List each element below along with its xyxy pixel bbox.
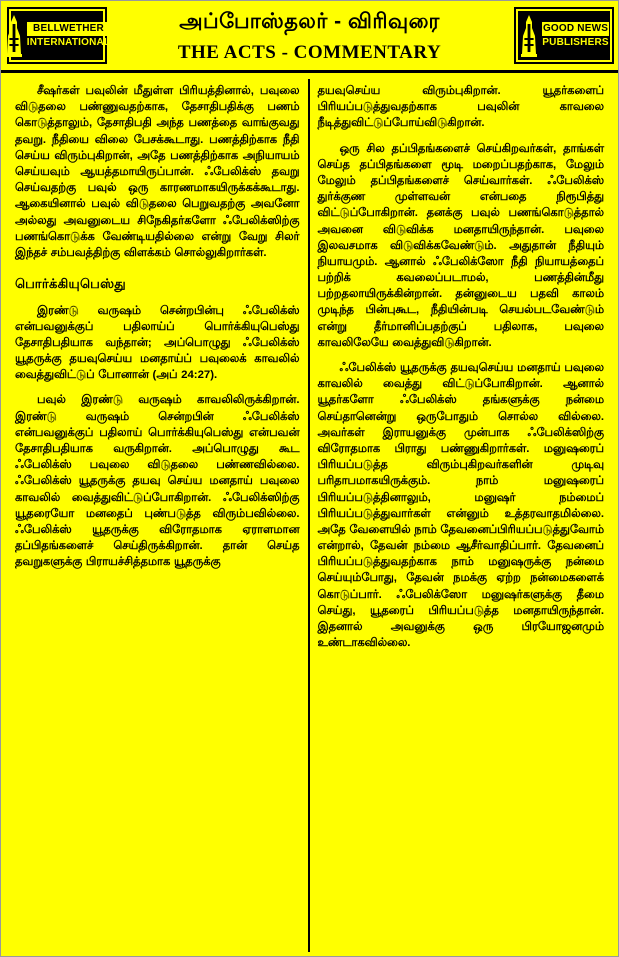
paragraph: இரண்டு வருஷம் சென்றபின்பு ஃபேலிக்ஸ் என்பவனுக்குப் பதிலாய்ப் பொர்க்கியுபெஸ்து தேசாதிபதியாக வந்தான்; அப்பொழுது ஃபேலிக்ஸ் யூதருக்கு தயவுசெய்ய மனதாய்ப் பவுலைக் காவலில் வைத்துவிட்டுப் போனான் (அப் 24:27).: [15, 304, 300, 382]
logo-left-line2: INTERNATIONAL: [26, 36, 111, 48]
publisher-logo-right: [514, 7, 614, 64]
logo-right-inner: [516, 9, 612, 62]
paragraph: தயவுசெய்ய விரும்புகிறான். யூதர்களைப் பிரியப்படுத்துவதற்காக பவுலின் காவலை நீடித்துவிட்டுப்போய்விடுகிறான்.: [317, 85, 604, 130]
right-column: [310, 79, 613, 952]
paragraph: ஒரு சில தப்பிதங்களைச் செய்கிறவர்கள், தாங்கள் செய்த தப்பிதங்களை மூடி மறைப்பதற்காக, மேலும் மேலும் தப்பிதங்களைச் செய்வார்கள். ஃபேலிக்ஸ் துர்க்குண முள்ளவன் என்பதை நிரூபித்து விட்டுப்போகிறான். தனக்கு பவுல் பணங்கொடுத்தால் அவனை விடுவிக்க மனதாயிருந்தான். பவுலை இலவசமாக விடுவிக்கவேண்டும். அதுதான் நீதியும் நியாயமும். ஆனால் ஃபேலிக்ஸோ நீதி நியாயத்தைப் பற்றிக் கவலைப்படாமல், பணத்தின்மீது பற்றதலாயிருக்கின்றான். தன்னுடைய பதவி காலம் முடிந்த பின்புகூட, நீதியின்படி செயல்படவேண்டும் என்று தீர்மானிப்பதற்குப் பதிலாக, பவுலை காவலிலேயே வைத்துவிடுகிறான்.: [317, 142, 604, 349]
logo-right-line2: PUBLISHERS: [542, 36, 609, 48]
logo-left-text: [27, 22, 111, 49]
paragraph: பவுல் இரண்டு வருஷம் காவலிலிருக்கிறான். இரண்டு வருஷம் சென்றபின் ஃபேலிக்ஸ் என்பவனுக்குப் பதிலாய் பொர்க்கியுபெஸ்து என்பவன் தேசாதிபதியாக வருகிறான். அப்பொழுது கூட ஃபேலிக்ஸ் பவுலை விடுதலை பண்ணவில்லை. ஃபேலிக்ஸ் யூதருக்கு தயவு செய்ய மனதாய் பவுலை காவலில் வைத்துவிட்டுப்போகிறான். ஃபேலிக்ஸிற்கு யூதரையோ மனதைப் புண்படுத்த விரும்பவில்லை. ஃபேலிக்ஸ் யூதருக்கு விரோதமாக ஏராளமான தப்பிதங்களைச் செய்திருக்கிறான். தான் செய்த தவறுகளுக்கு பிராயச்சித்தமாக யூதருக்கு: [15, 394, 300, 569]
paragraph: சீஷர்கள் பவுலின் மீதுள்ள பிரியத்தினால், பவுலை விடுதலை பண்ணுவதற்காக, தேசாதிபதிக்கு பணம் கொடுத்தாலும், தேசாதிபதி அந்த பணத்தை வாங்குவது தவறு. நீதியை விலை பேசக்கூடாது. பணத்திற்காக நீதி செய்ய விரும்புகிறான், அதே பணத்திற்காக அநியாயம் செய்யவும் ஆயத்தமாயிருப்பான். ஃபேலிக்ஸ் தவறு செய்வதற்கு பவுல் ஒரு காரணமாகயிருக்கக்கூடாது. ஆகையினால் பவுல் விடுதலை பெறுவதற்கு அவனோ அல்லது அவனுடைய சிநேகிதர்களோ ஃபேலிக்ஸிற்கு பணங்கொடுக்க வேண்டியதில்லை என்று வேறு சிலர் இந்தச் சம்பவத்திற்கு விளக்கம் சொல்லுகிறார்கள்.: [15, 85, 300, 259]
page-header: [1, 1, 618, 73]
title-block: [111, 1, 508, 70]
page-content: [1, 73, 618, 956]
publisher-logo-left: [7, 7, 111, 64]
logo-left-line1: BELLWETHER: [27, 22, 111, 36]
paragraph: ஃபேலிக்ஸ் யூதருக்கு தயவுசெய்ய மனதாய் பவுலை காவலில் வைத்து விட்டுப்போகிறான். ஆனால் யூதர்களோ ஃபேலிக்ஸ் தங்களுக்கு நன்மை செய்தானென்று ஒருபோதும் சொல்ல வில்லை. அவர்கள் இராயனுக்கு முன்பாக ஃபேலிக்ஸிற்கு விரோதமாக பிராது பண்ணுகிறார்கள். மனுஷரைப் பிரியப்படுத்த விரும்புகிறவர்களின் முடிவு பரிதாபமாகயிருக்கும். நாம் மனுஷரைப் பிரியப்படுத்தினாலும், மனுஷர் நம்மைப் பிரியப்படுத்துவார்கள் என்னும் உத்தரவாதமில்லை. அதே வேளையில் நாம் தேவனைப்பிரியப்படுத்துவோம் என்றால், தேவன் நம்மை ஆசீர்வாதிப்பார். தேவனைப் பிரியப்படுத்துவதற்காக நாம் மனுஷருக்கு நன்மை செய்யும்போது, தேவன் நமக்கு ஏற்ற நன்மைகளைக் கொடுப்பார். ஃபேலிக்ஸோ மனுஷர்களுக்கு தீமை செய்து, யூதரைப் பிரியப்படுத்த மனதாயிருந்தான். இதனால் அவனுக்கு ஒரு பிரயோஜனமும் உண்டாகவில்லை.: [317, 362, 604, 650]
left-column: [7, 79, 310, 952]
page-title-english: THE ACTS - COMMENTARY: [177, 41, 442, 63]
page-title-tamil: அப்போஸ்தலர் - விரிவுரை: [179, 10, 440, 34]
tower-emblem-icon: [4, 14, 24, 58]
logo-right-line1: GOOD NEWS: [542, 23, 609, 34]
logo-right-text: [542, 22, 608, 49]
logo-left-inner: [9, 9, 111, 62]
tower-emblem-icon: [519, 14, 539, 58]
section-heading: பொர்க்கியுபெஸ்து: [15, 276, 126, 292]
